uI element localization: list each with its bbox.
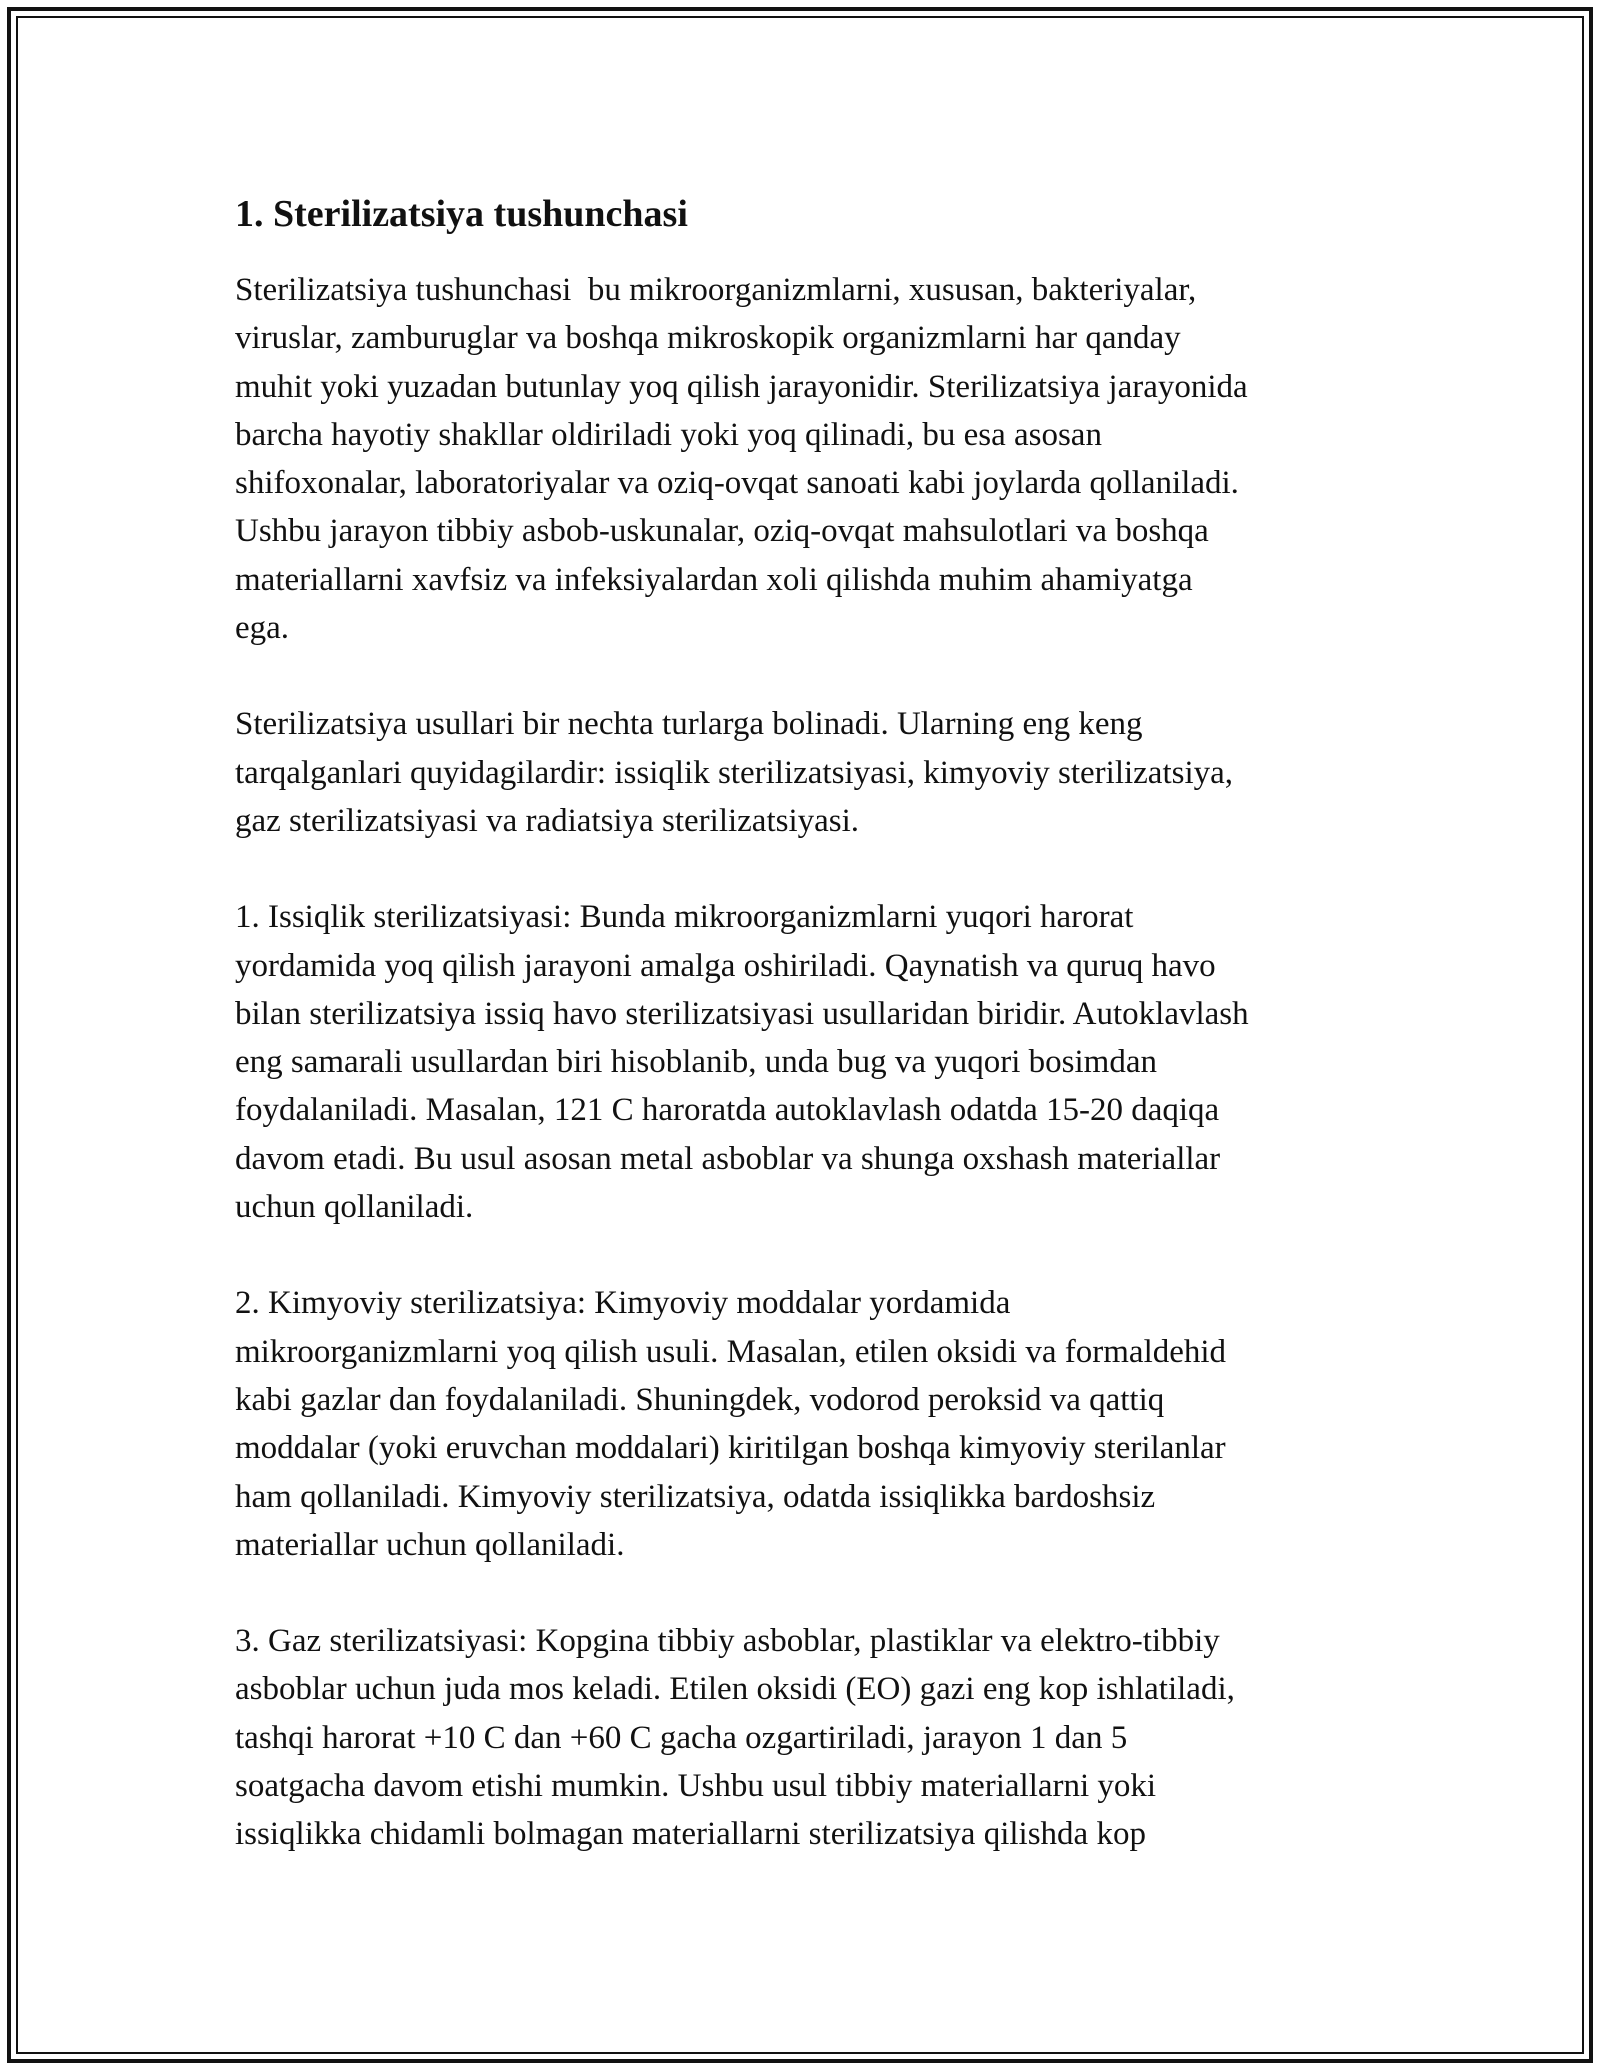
document-body [235,186,1375,1907]
paragraph-line: eng samarali usullardan biri hisoblanib, unda bug va yuqori bosimdan [235,1044,1157,1081]
paragraph-definition [235,266,1375,652]
paragraph-line: Ushbu jarayon tibbiy asbob-uskunalar, oziq-ovqat mahsulotlari va boshqa [235,513,1209,550]
section-heading: 1. Sterilizatsiya tushunchasi [235,193,688,235]
paragraph-line: ega. [235,610,290,647]
paragraph-line: tarqalganlari quyidagilardir: issiqlik sterilizatsiyasi, kimyoviy sterilizatsiya, [235,754,1234,791]
paragraph-line: 3. Gaz sterilizatsiyasi: Kopgina tibbiy asboblar, plastiklar va elektro-tibbiy [235,1623,1220,1660]
paragraph-line: moddalar (yoki eruvchan moddalari) kiritilgan boshqa kimyoviy sterilanlar [235,1430,1226,1467]
paragraph-line: materiallarni xavfsiz va infeksiyalardan xoli qilishda muhim ahamiyatga [235,561,1193,598]
paragraph-line: mikroorganizmlarni yoq qilish usuli. Masalan, etilen oksidi va formaldehid [235,1333,1227,1370]
paragraph-line: ham qollaniladi. Kimyoviy sterilizatsiya, odatda issiqlikka bardoshsiz [235,1478,1156,1515]
paragraph-line: barcha hayotiy shakllar oldiriladi yoki yoq qilinadi, bu esa asosan [235,416,1102,453]
paragraph-chemical-sterilization [235,1279,1375,1569]
paragraph-line: shifoxonalar, laboratoriyalar va oziq-ovqat sanoati kabi joylarda qollaniladi. [235,465,1239,502]
paragraph-methods [235,700,1375,845]
paragraph-line: 1. Issiqlik sterilizatsiyasi: Bunda mikroorganizmlarni yuqori harorat [235,899,1134,936]
paragraph-line: viruslar, zamburuglar va boshqa mikroskopik organizmlarni har qanday [235,320,1181,357]
paragraph-line: gaz sterilizatsiyasi va radiatsiya sterilizatsiyasi. [235,802,860,839]
paragraph-line: 2. Kimyoviy sterilizatsiya: Kimyoviy moddalar yordamida [235,1285,1011,1322]
paragraph-line: bilan sterilizatsiya issiq havo sterilizatsiyasi usullaridan biridir. Autoklavlash [235,995,1249,1032]
paragraph-line: issiqlikka chidamli bolmagan materiallarni sterilizatsiya qilishda kop [235,1816,1146,1853]
paragraph-line: foydalaniladi. Masalan, 121 C haroratda autoklavlash odatda 15-20 daqiqa [235,1092,1220,1129]
paragraph-line: Sterilizatsiya usullari bir nechta turlarga bolinadi. Ularning eng keng [235,706,1143,743]
paragraph-line: Sterilizatsiya tushunchasi bu mikroorganizmlarni, xususan, bakteriyalar, [235,272,1197,308]
paragraph-line: kabi gazlar dan foydalaniladi. Shuningdek, vodorod peroksid va qattiq [235,1381,1165,1418]
paragraph-heat-sterilization [235,893,1375,1231]
paragraph-line: uchun qollaniladi. [235,1189,474,1226]
paragraph-line: yordamida yoq qilish jarayoni amalga oshiriladi. Qaynatish va quruq havo [235,947,1216,984]
paragraph-gas-sterilization [235,1617,1375,1858]
paragraph-line: asboblar uchun juda mos keladi. Etilen oksidi (EO) gazi eng kop ishlatiladi, [235,1671,1235,1708]
paragraph-line: tashqi harorat +10 C dan +60 C gacha ozgartiriladi, jarayon 1 dan 5 [235,1719,1128,1756]
paragraph-line: materiallar uchun qollaniladi. [235,1526,625,1563]
paragraph-line: muhit yoki yuzadan butunlay yoq qilish jarayonidir. Sterilizatsiya jarayonida [235,368,1248,405]
paragraph-line: soatgacha davom etishi mumkin. Ushbu usul tibbiy materiallarni yoki [235,1768,1157,1805]
paragraph-line: davom etadi. Bu usul asosan metal asboblar va shunga oxshash materiallar [235,1140,1221,1177]
